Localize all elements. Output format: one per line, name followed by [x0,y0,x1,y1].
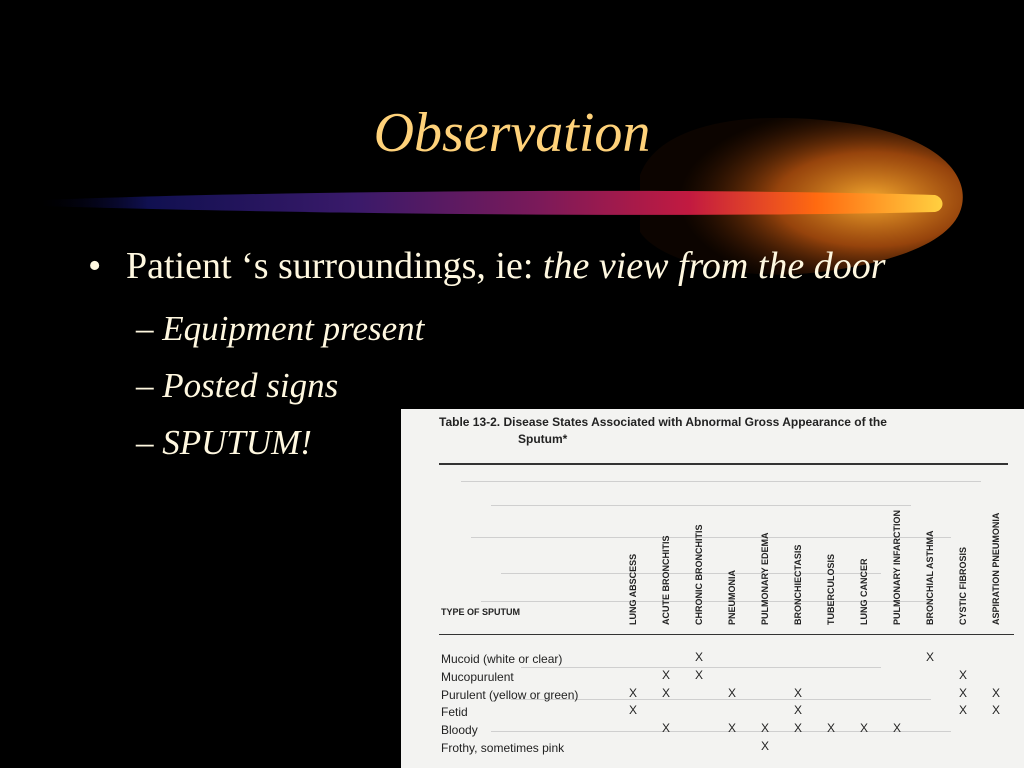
x-mark: X [959,703,968,718]
sub-item-equipment: – Equipment present [136,309,425,348]
column-header: BRONCHIAL ASTHMA [925,530,935,625]
column-header: ACUTE BRONCHITIS [661,535,671,625]
type-of-sputum-header: TYPE OF SPUTUM [441,607,521,617]
x-mark: X [860,721,869,736]
x-mark: X [629,703,638,718]
sub-item-sputum: – SPUTUM! [136,423,312,462]
row-label: Mucoid (white or clear) [441,652,563,666]
table-top-rule [439,463,1008,465]
column-header: LUNG CANCER [859,558,869,625]
column-header: CHRONIC BRONCHITIS [694,524,704,625]
column-header: ASPIRATION PNEUMONIA [991,512,1001,625]
bullet-text: Patient ‘s surroundings, ie: [126,245,543,287]
row-label: Frothy, sometimes pink [441,741,565,755]
x-mark: X [959,685,968,700]
x-mark: X [629,685,638,700]
x-mark: X [761,739,770,753]
slide-title: Observation [373,102,651,164]
x-mark: X [728,721,737,736]
x-mark: X [728,685,737,700]
bleed-through-line [491,731,951,732]
bullet-dot: • [88,245,102,287]
x-mark: X [827,721,836,736]
table-header-rule [439,634,1014,635]
bleed-through-line [501,573,881,574]
x-mark: X [794,685,803,700]
x-mark: X [761,721,770,736]
row-label: Bloody [441,723,478,738]
column-header: LUNG ABSCESS [628,553,638,625]
row-label: Purulent (yellow or green) [441,687,579,702]
bleed-through-line [461,481,981,482]
column-header: PULMONARY INFARCTION [892,509,902,625]
x-mark: X [992,703,1001,718]
sputum-table-image [401,409,1024,768]
table-caption: Table 13-2. Disease States Associated with Abnormal Gross Appearance of the [439,415,887,429]
x-mark: X [794,721,803,736]
bleed-through-line [491,505,911,506]
row-label: Fetid [441,705,468,720]
x-mark: X [695,667,704,682]
column-header: PNEUMONIA [727,569,737,625]
x-mark: X [893,721,902,736]
x-mark: X [794,703,803,718]
bullet-item [88,240,908,292]
x-mark: X [695,650,704,664]
x-mark: X [662,667,671,682]
column-header: TUBERCULOSIS [826,553,836,625]
row-label: Mucopurulent [441,669,514,684]
bleed-through-line [471,537,951,538]
x-mark: X [926,650,935,664]
bullet-italic-text: the view from the door [542,245,886,287]
x-mark: X [959,667,968,682]
x-mark: X [662,721,671,736]
column-header: BRONCHIECTASIS [793,544,803,625]
column-header: CYSTIC FIBROSIS [958,546,968,625]
x-mark: X [992,685,1001,700]
sub-item-signs: – Posted signs [136,366,339,405]
table-caption-line2: Sputum* [518,432,568,446]
column-header: PULMONARY EDEMA [760,532,770,625]
x-mark: X [662,685,671,700]
